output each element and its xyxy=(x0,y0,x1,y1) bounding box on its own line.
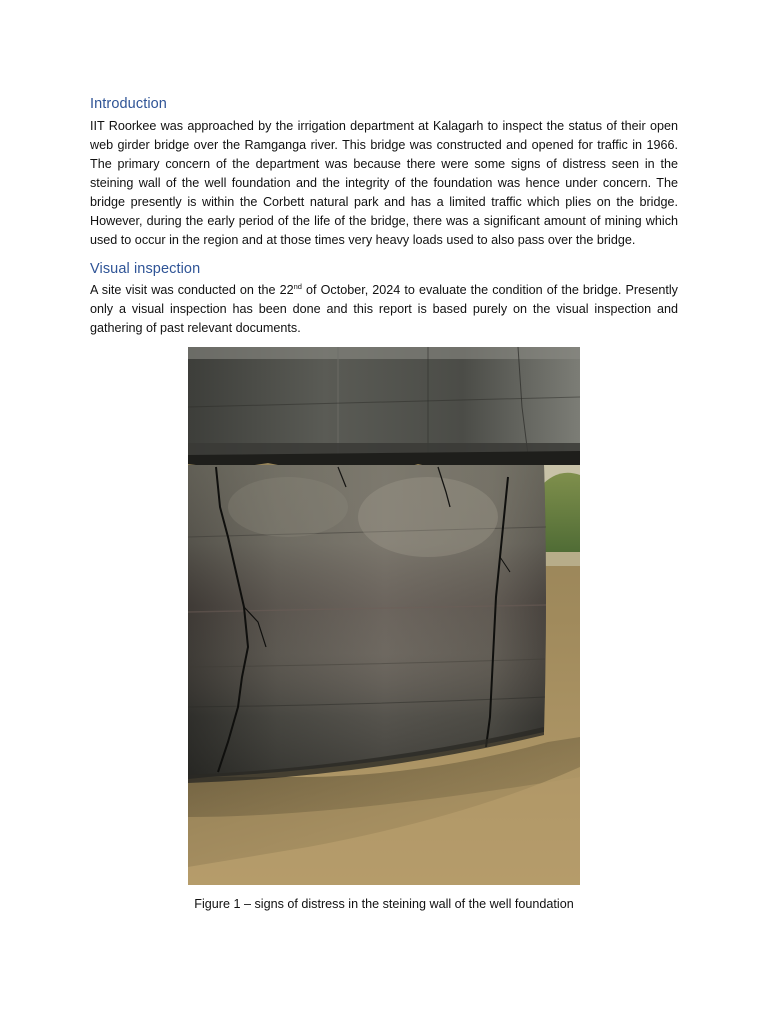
visual-inspection-text-end: of October, 2024 to evaluate the condition of the bridge. Presently only a visual inspection has been done and this report is based purely on the visual inspection and gathering of past relevant documents. xyxy=(90,283,678,335)
visual-inspection-text-start: A site visit was conducted on the 22 xyxy=(90,283,294,297)
bridge-well-foundation-photo xyxy=(188,347,580,885)
visual-inspection-paragraph xyxy=(90,281,678,338)
section-heading-introduction: Introduction xyxy=(90,96,167,112)
figure-caption: Figure 1 – signs of distress in the steining wall of the well foundation xyxy=(194,897,574,911)
date-ordinal-suffix: nd xyxy=(293,281,302,291)
introduction-paragraph: IIT Roorkee was approached by the irrigation department at Kalagarh to inspect the status of their open web girder bridge over the Ramganga river. This bridge was constructed and opened for traffic in 1966. The primary concern of the department was because there were some signs of distress seen in the steining wall of the well foundation and the integrity of the foundation was hence under concern. The bridge presently is within the Corbett natural park and has a limited traffic which plies on the bridge. However, during the early period of the life of the bridge, there was a significant amount of mining which used to occur in the region and at those times very heavy loads used to also pass over the bridge. xyxy=(90,119,678,247)
section-heading-visual-inspection: Visual inspection xyxy=(90,261,201,277)
